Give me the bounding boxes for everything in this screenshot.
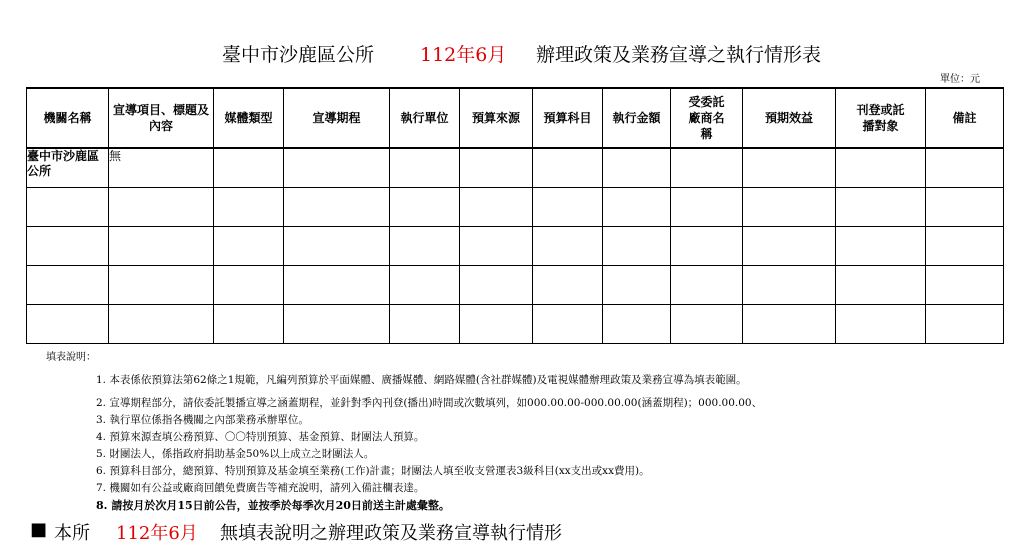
table-cell bbox=[284, 148, 390, 188]
table-cell bbox=[836, 227, 926, 266]
table-cell bbox=[390, 148, 460, 188]
table-cell bbox=[743, 227, 836, 266]
header-cell: 執行金額 bbox=[603, 88, 671, 148]
notes-title: 填表說明： bbox=[46, 352, 96, 363]
note-item: 8. 請按月於次月15日前公告，並按季於每季次月20日前送主計處彙整。 bbox=[96, 499, 450, 512]
unit-label: 單位：元 bbox=[940, 74, 980, 85]
table-cell bbox=[836, 305, 926, 344]
header-cell: 預算來源 bbox=[460, 88, 533, 148]
table-cell bbox=[926, 148, 1004, 188]
table-cell bbox=[27, 266, 109, 305]
header-cell: 受委託廠商名稱 bbox=[671, 88, 743, 148]
table-row bbox=[27, 266, 1004, 305]
note-item: 4. 預算來源查填公務預算、〇〇特別預算、基金預算、財團法人預算。 bbox=[96, 431, 425, 443]
table-cell bbox=[743, 188, 836, 227]
table-cell bbox=[390, 227, 460, 266]
table-cell bbox=[284, 227, 390, 266]
table-cell bbox=[109, 305, 214, 344]
table-cell bbox=[603, 188, 671, 227]
table-cell bbox=[214, 266, 284, 305]
table-cell bbox=[671, 266, 743, 305]
table-cell: 臺中市沙鹿區公所 bbox=[27, 148, 109, 188]
table-row bbox=[27, 188, 1004, 227]
header-cell: 宣導項目、標題及內容 bbox=[109, 88, 214, 148]
table-cell bbox=[109, 266, 214, 305]
table-cell bbox=[926, 266, 1004, 305]
table-cell bbox=[214, 227, 284, 266]
table-cell bbox=[671, 148, 743, 188]
title-date: 112年6月 bbox=[420, 44, 507, 66]
note-item: 1. 本表係依預算法第62條之1規範，凡編列預算於平面媒體、廣播媒體、網路媒體(含社群媒體)及電視媒體辦理政策及業務宣導為填表範圍。 bbox=[96, 374, 747, 386]
table-cell bbox=[926, 227, 1004, 266]
note-item: 3. 執行單位係指各機關之內部業務承辦單位。 bbox=[96, 414, 309, 426]
table-cell bbox=[27, 227, 109, 266]
page-title bbox=[0, 40, 1026, 68]
table-cell bbox=[214, 305, 284, 344]
header-cell: 刊登或託播對象 bbox=[836, 88, 926, 148]
table-cell bbox=[836, 188, 926, 227]
execution-table bbox=[26, 87, 1004, 344]
table-cell bbox=[390, 188, 460, 227]
table-cell bbox=[533, 266, 603, 305]
title-org: 臺中市沙鹿區公所 bbox=[222, 44, 375, 66]
table-cell bbox=[533, 188, 603, 227]
header-cell: 宣導期程 bbox=[284, 88, 390, 148]
table-cell bbox=[27, 188, 109, 227]
table-cell bbox=[390, 305, 460, 344]
table-header-row bbox=[27, 88, 1004, 148]
table-row bbox=[27, 148, 1004, 188]
header-cell: 預期效益 bbox=[743, 88, 836, 148]
table-cell bbox=[671, 227, 743, 266]
table-cell bbox=[603, 266, 671, 305]
table-row bbox=[27, 305, 1004, 344]
header-cell: 機關名稱 bbox=[27, 88, 109, 148]
table-cell bbox=[284, 188, 390, 227]
table-cell bbox=[109, 188, 214, 227]
table-cell bbox=[533, 227, 603, 266]
note-item: 6. 預算科目部分，總預算、特別預算及基金填至業務(工作)計畫；財團法人填至收支營運表3級科目(xx支出或xx費用)。 bbox=[96, 465, 650, 477]
table-cell bbox=[533, 148, 603, 188]
table-cell bbox=[603, 227, 671, 266]
table-cell bbox=[460, 227, 533, 266]
table-cell bbox=[460, 148, 533, 188]
table-cell bbox=[214, 188, 284, 227]
table-cell: 無 bbox=[109, 148, 214, 188]
table-cell bbox=[284, 266, 390, 305]
header-cell: 執行單位 bbox=[390, 88, 460, 148]
table-cell bbox=[390, 266, 460, 305]
table-cell bbox=[926, 188, 1004, 227]
table-cell bbox=[460, 188, 533, 227]
note-item: 5. 財團法人，係指政府捐助基金50%以上成立之財團法人。 bbox=[96, 448, 375, 460]
table-cell bbox=[27, 305, 109, 344]
note-item: 7. 機關如有公益或廠商回饋免費廣告等補充說明，請列入備註欄表達。 bbox=[96, 482, 425, 494]
note-item: 2. 宣導期程部分，請依委託製播宣導之涵蓋期程，並針對季內刊登(播出)時間或次數填列，如000.00.00-000.00.00(涵蓋期程)；000.00.00、 bbox=[96, 397, 763, 409]
table-cell bbox=[460, 266, 533, 305]
table-cell bbox=[460, 305, 533, 344]
bottom-text: 無填表說明之辦理政策及業務宣導執行情形 bbox=[220, 523, 562, 544]
bottom-date: 112年6月 bbox=[116, 523, 198, 544]
table-cell bbox=[926, 305, 1004, 344]
table-cell bbox=[743, 148, 836, 188]
table-cell bbox=[671, 188, 743, 227]
table-cell bbox=[603, 148, 671, 188]
table-cell bbox=[743, 305, 836, 344]
header-cell: 預算科目 bbox=[533, 88, 603, 148]
table-cell bbox=[743, 266, 836, 305]
bottom-org: 本所 bbox=[54, 523, 90, 544]
table-cell bbox=[109, 227, 214, 266]
square-bullet-icon: ■ bbox=[30, 519, 48, 540]
table-cell bbox=[836, 266, 926, 305]
header-cell: 媒體類型 bbox=[214, 88, 284, 148]
table-cell bbox=[603, 305, 671, 344]
table-cell bbox=[284, 305, 390, 344]
table-cell bbox=[671, 305, 743, 344]
title-name: 辦理政策及業務宣導之執行情形表 bbox=[536, 44, 822, 66]
table-row bbox=[27, 227, 1004, 266]
table-cell bbox=[214, 148, 284, 188]
table-cell bbox=[533, 305, 603, 344]
table-cell bbox=[836, 148, 926, 188]
header-cell: 備註 bbox=[926, 88, 1004, 148]
